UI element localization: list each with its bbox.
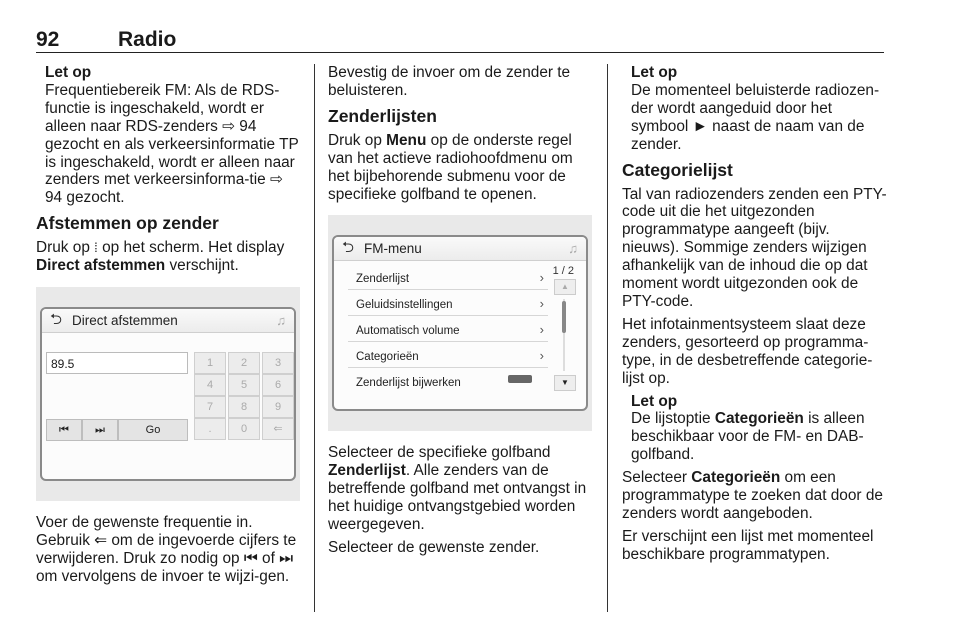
scroll-down-icon[interactable]: ▼ xyxy=(554,375,576,391)
menu-item-automatisch-volume[interactable]: Automatisch volume › xyxy=(348,316,548,342)
key-dot[interactable]: . xyxy=(194,418,226,440)
section-heading: Categorielijst xyxy=(622,159,733,180)
paragraph: Er verschijnt een lijst met momenteel beschikbare programmatypen. xyxy=(622,527,874,563)
key-4[interactable]: 4 xyxy=(194,374,226,396)
key-1[interactable]: 1 xyxy=(194,352,226,374)
page-header xyxy=(36,28,884,53)
note-label: Let op xyxy=(631,392,678,410)
key-0[interactable]: 0 xyxy=(228,418,260,440)
toggle-switch[interactable] xyxy=(508,375,532,383)
back-icon[interactable]: ⮌ xyxy=(342,239,355,257)
menu-item-categorieen[interactable]: Categorieën › xyxy=(348,342,548,368)
page-indicator: 1 / 2 xyxy=(552,265,574,278)
key-9[interactable]: 9 xyxy=(262,396,294,418)
display-screen xyxy=(40,307,296,481)
note-text: De momenteel beluisterde radiozen-der wordt aangeduid door het symbool ► naast de naam van de zender. xyxy=(631,81,880,153)
key-backspace[interactable]: ⇐ xyxy=(262,418,294,440)
display-screen xyxy=(332,235,588,411)
key-2[interactable]: 2 xyxy=(228,352,260,374)
chevron-right-icon: › xyxy=(539,322,544,338)
screen-title: FM-menu xyxy=(364,241,422,257)
scroll-thumb[interactable] xyxy=(562,301,566,333)
screenshot-direct-tuning xyxy=(36,287,300,501)
screenshot-fm-menu xyxy=(328,215,592,431)
next-button[interactable]: ⏭ xyxy=(82,419,118,441)
column-2 xyxy=(328,64,592,562)
scrollbar[interactable] xyxy=(554,279,574,389)
column-1 xyxy=(36,64,300,591)
column-3 xyxy=(622,64,888,569)
note-text: Frequentiebereik FM: Als de RDS-functie is ingeschakeld, wordt er alleen naar RDS-zenders ⇨ 94 gezocht en als verkeersinformatie TP is ingeschakeld, wordt er alleen naar zenders met verkeersinforma-tie ⇨ 94 gezocht. xyxy=(45,81,299,207)
note-block xyxy=(45,64,300,207)
key-3[interactable]: 3 xyxy=(262,352,294,374)
note-block xyxy=(631,64,888,154)
screen-title-bar xyxy=(42,309,294,333)
paragraph: Druk op Menu op de onderste regel van het actieve radiohoofdmenu om het bijbehorende submenu voor de specifieke golfband te openen. xyxy=(328,131,573,203)
note-block xyxy=(631,393,888,465)
scroll-up-icon[interactable]: ▲ xyxy=(554,279,576,295)
backspace-icon: ⇐ xyxy=(94,531,108,549)
paragraph: Druk op ⁞ op het scherm. Het display Direct afstemmen verschijnt. xyxy=(36,239,285,275)
tune-icon: ⁞ xyxy=(94,240,98,256)
screen-title-bar xyxy=(334,237,586,261)
prev-button[interactable]: ⏮ xyxy=(46,419,82,441)
chevron-right-icon: › xyxy=(539,270,544,286)
go-button[interactable]: Go xyxy=(118,419,188,441)
section-heading: Zenderlijsten xyxy=(328,105,437,126)
paragraph: Het infotainmentsysteem slaat deze zenders, gesorteerd op programma-type, in de desbetreffende categorie-lijst op. xyxy=(622,315,873,387)
column-divider xyxy=(607,64,608,612)
key-6[interactable]: 6 xyxy=(262,374,294,396)
paragraph: Selecteer Categorieën om een programmatype te zoeken dat door de zenders wordt aangeboden. xyxy=(622,469,883,522)
ref-arrow-icon: ⇨ xyxy=(269,171,283,189)
music-note-icon: ♫ xyxy=(276,313,286,329)
paragraph: Selecteer de gewenste zender. xyxy=(328,538,540,556)
screen-title: Direct afstemmen xyxy=(72,313,178,329)
chevron-right-icon: › xyxy=(539,296,544,312)
paragraph: Voer de gewenste frequentie in. Gebruik ⇐ om de ingevoerde cijfers te verwijderen. Druk zo nodig op ⏮ of ⏭ om vervolgens de invoer te wijzi-gen. xyxy=(36,514,297,585)
next-icon: ⏭ xyxy=(279,549,293,567)
section-heading: Afstemmen op zender xyxy=(36,213,219,234)
music-note-icon: ♫ xyxy=(568,241,578,257)
note-text: De lijstoptie Categorieën is alleen beschikbaar voor de FM- en DAB-golfband. xyxy=(631,410,865,464)
back-icon[interactable]: ⮌ xyxy=(50,311,63,329)
page-number: 92 xyxy=(36,28,60,51)
chevron-right-icon: › xyxy=(539,348,544,364)
column-divider xyxy=(314,64,315,612)
menu-item-zenderlijst[interactable]: Zenderlijst › xyxy=(348,264,548,290)
frequency-input[interactable]: 89.5 xyxy=(46,352,188,374)
ref-arrow-icon: ⇨ xyxy=(222,117,235,135)
note-label: Let op xyxy=(631,64,678,81)
prev-icon: ⏮ xyxy=(243,549,258,567)
paragraph: Tal van radiozenders zenden een PTY-code uit die het uitgezonden programmatype aangeeft (bijv. nieuws). Sommige zenders wijzigen afhankelijk van de inhoud die op dat moment wordt uitgezonden ook de PTY-code. xyxy=(622,185,887,310)
paragraph: Selecteer de specifieke golfband Zenderlijst. Alle zenders van de betreffende golfband met ontvangst in het huidige ontvangstgebied worden weergegeven. xyxy=(328,444,587,534)
menu-item-zenderlijst-bijwerken[interactable]: Zenderlijst bijwerken xyxy=(348,368,548,393)
note-label: Let op xyxy=(45,64,92,81)
play-arrow-icon: ► xyxy=(692,117,708,135)
key-5[interactable]: 5 xyxy=(228,374,260,396)
paragraph: Bevestig de invoer om de zender te beluisteren. xyxy=(328,64,571,99)
menu-item-geluidsinstellingen[interactable]: Geluidsinstellingen › xyxy=(348,290,548,316)
key-7[interactable]: 7 xyxy=(194,396,226,418)
page-title: Radio xyxy=(118,28,177,51)
key-8[interactable]: 8 xyxy=(228,396,260,418)
